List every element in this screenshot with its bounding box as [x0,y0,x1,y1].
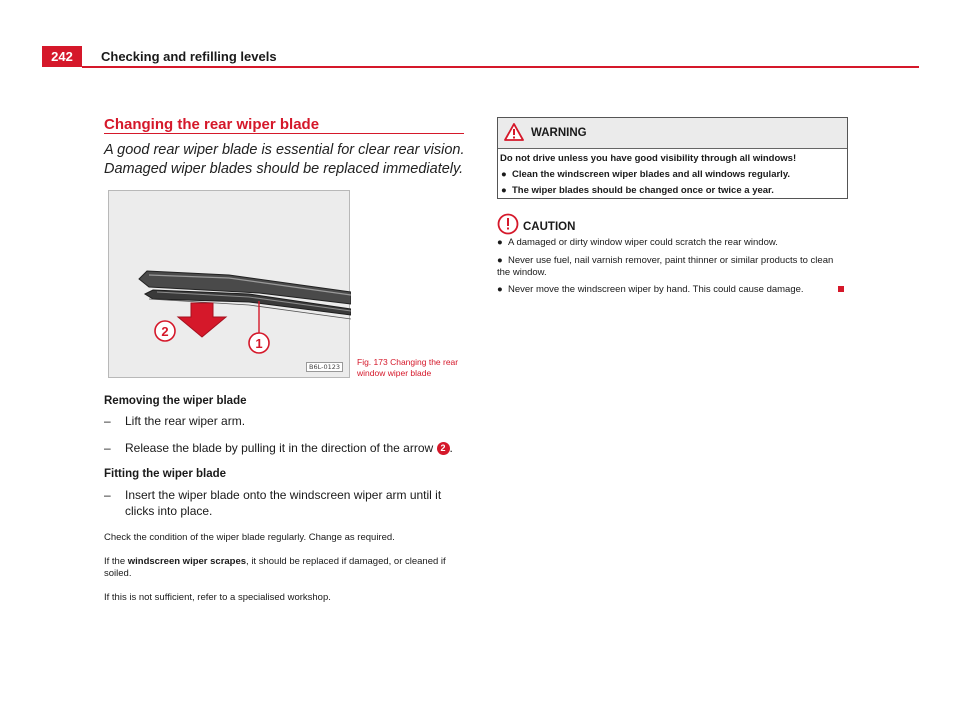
bullet-marker: ● [501,169,507,180]
arrow-reference-badge: 2 [437,442,450,455]
dash-marker: – [104,441,111,455]
caution-item-2 [497,255,849,279]
wiper-illustration [109,191,351,379]
header-divider [82,66,919,68]
caution-item-2-text: Never use fuel, nail varnish remover, paint thinner or similar products to clean the window. [497,255,834,278]
warning-header [498,118,847,149]
removing-step-1 [104,413,465,429]
warning-bullet-1-text: Clean the windscreen wiper blades and all windows regularly. [512,169,791,180]
dash-marker: – [104,414,111,428]
header-title: Checking and refilling levels [101,49,277,64]
note-scrapes-prefix: If the [104,556,128,567]
caution-header [497,213,617,235]
pull-arrow [178,303,226,337]
fitting-step-1 [104,487,465,519]
bullet-marker: ● [497,255,503,266]
warning-bullet-2 [500,183,847,199]
removing-step-1-text: Lift the rear wiper arm. [125,414,246,428]
warning-body [498,149,847,199]
note-scrapes [104,556,464,580]
dash-marker: – [104,488,111,502]
note-scrapes-bold: windscreen wiper scrapes [127,556,247,567]
bullet-marker: ● [501,185,507,196]
removing-heading: Removing the wiper blade [104,395,247,407]
callout-label-2: 2 [161,324,169,339]
fitting-heading: Fitting the wiper blade [104,468,227,480]
figure-wiper-blade [108,190,350,378]
caution-item-1-text: A damaged or dirty window wiper could scratch the rear window. [508,237,778,248]
figure-caption: Fig. 173 Changing the rear window wiper blade [357,357,459,378]
note-workshop: If this is not sufficient, refer to a specialised workshop. [104,592,331,603]
removing-step-2 [104,440,465,456]
warning-title: WARNING [531,127,587,139]
warning-bullet-1 [500,167,847,183]
bullet-marker: ● [497,237,503,248]
caution-exclamation-icon [497,213,519,235]
caution-item-1 [497,237,849,249]
removing-step-2-suffix: . [449,441,453,455]
caution-item-3 [497,284,849,296]
warning-triangle-icon [504,123,524,141]
section-intro: A good rear wiper blade is essential for clear rear vision. Damaged wiper blades should be replaced immediately. [104,142,465,177]
caution-item-3-text: Never move the windscreen wiper by hand. This could cause damage. [508,284,804,295]
warning-lead: Do not drive unless you have good visibility through all windows! [500,153,797,164]
note-scrapes-suffix: , it should be replaced if damaged, or cleaned if soiled. [104,556,446,579]
warning-box [497,117,848,199]
section-title: Changing the rear wiper blade [104,116,320,133]
bullet-marker: ● [497,284,503,295]
removing-step-2-text: Release the blade by pulling it in the direction of the arrow [125,441,434,455]
section-end-marker [838,286,844,292]
note-check: Check the condition of the wiper blade regularly. Change as required. [104,532,395,543]
section-title-rule [104,133,464,134]
page-number: 242 [42,46,82,67]
figure-code: B6L-0123 [306,362,343,372]
callout-label-1: 1 [255,336,263,351]
fitting-step-1-text: Insert the wiper blade onto the windscreen wiper arm until it clicks into place. [125,488,442,518]
warning-bullet-2-text: The wiper blades should be changed once or twice a year. [512,185,774,196]
caution-title: CAUTION [523,221,576,233]
